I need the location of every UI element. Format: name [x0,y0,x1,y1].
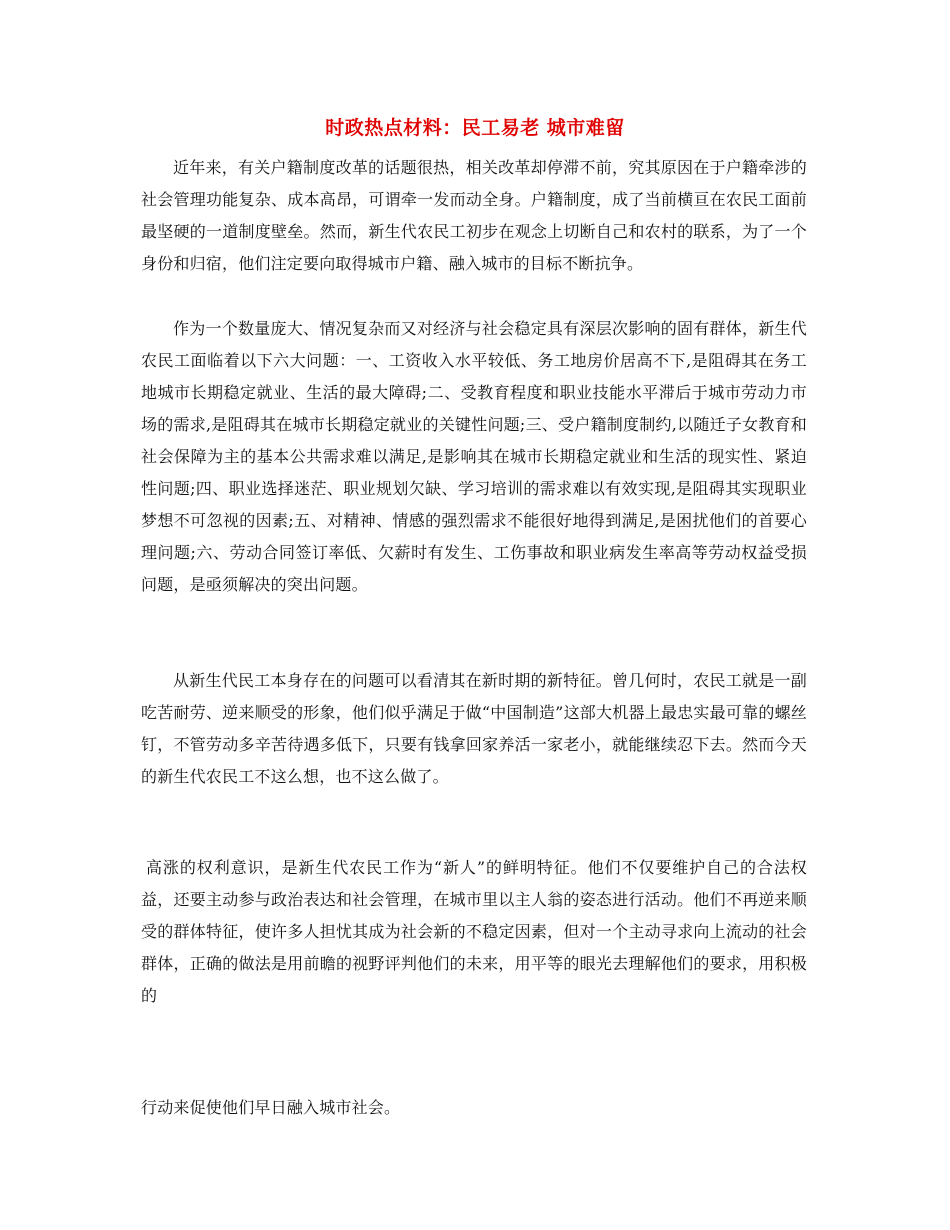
paragraph-six-problems: 作为一个数量庞大、情况复杂而又对经济与社会稳定具有深层次影响的固有群体，新生代农民工面临着以下六大问题：一、工资收入水平较低、务工地房价居高不下,是阻碍其在务工地城市长期稳定就业、生活的最大障碍;二、受教育程度和职业技能水平滞后于城市劳动力市场的需求,是阻碍其在城市长期稳定就业的关键性问题;三、受户籍制度制约,以随迁子女教育和社会保障为主的基本公共需求难以满足,是影响其在城市长期稳定就业和生活的现实性、紧迫性问题;四、职业选择迷茫、职业规划欠缺、学习培训的需求难以有效实现,是阻碍其实现职业梦想不可忽视的因素;五、对精神、情感的强烈需求不能很好地得到满足,是困扰他们的首要心理问题;六、劳动合同签订率低、欠薪时有发生、工伤事故和职业病发生率高等劳动权益受损问题，是亟须解决的突出问题。 [141,319,807,594]
paragraph-household-registration: 近年来，有关户籍制度改革的话题很热，相关改革却停滞不前，究其原因在于户籍牵涉的社会管理功能复杂、成本高昂，可谓牵一发而动全身。户籍制度，成了当前横亘在农民工面前最坚硬的一道制度壁垒。然而，新生代农民工初步在观念上切断自己和农村的联系，为了一个身份和归宿，他们注定要向取得城市户籍、融入城市的目标不断抗争。 [141,158,807,273]
paragraph-new-characteristics: 从新生代民工本身存在的问题可以看清其在新时期的新特征。曾几何时，农民工就是一副吃苦耐劳、逆来顺受的形象，他们似乎满足于做“中国制造”这部大机器上最忠实最可靠的螺丝钉，不管劳动多辛苦待遇多低下，只要有钱拿回家养活一家老小，就能继续忍下去。然而今天的新生代农民工不这么想，也不这么做了。 [141,671,807,786]
paragraph-closing-line: 行动来促使他们早日融入城市社会。 [141,1098,401,1117]
paragraph-rights-awareness: 高涨的权利意识，是新生代农民工作为“新人”的鲜明特征。他们不仅要维护自己的合法权益，还要主动参与政治表达和社会管理，在城市里以主人翁的姿态进行活动。他们不再逆来顺受的群体特征，使许多人担忧其成为社会新的不稳定因素，但对一个主动寻求向上流动的社会群体，正确的做法是用前瞻的视野评判他们的未来，用平等的眼光去理解他们的要求，用积极的 [141,858,807,1005]
document-title: 时政热点材料：民工易老 城市难留 [325,117,625,139]
